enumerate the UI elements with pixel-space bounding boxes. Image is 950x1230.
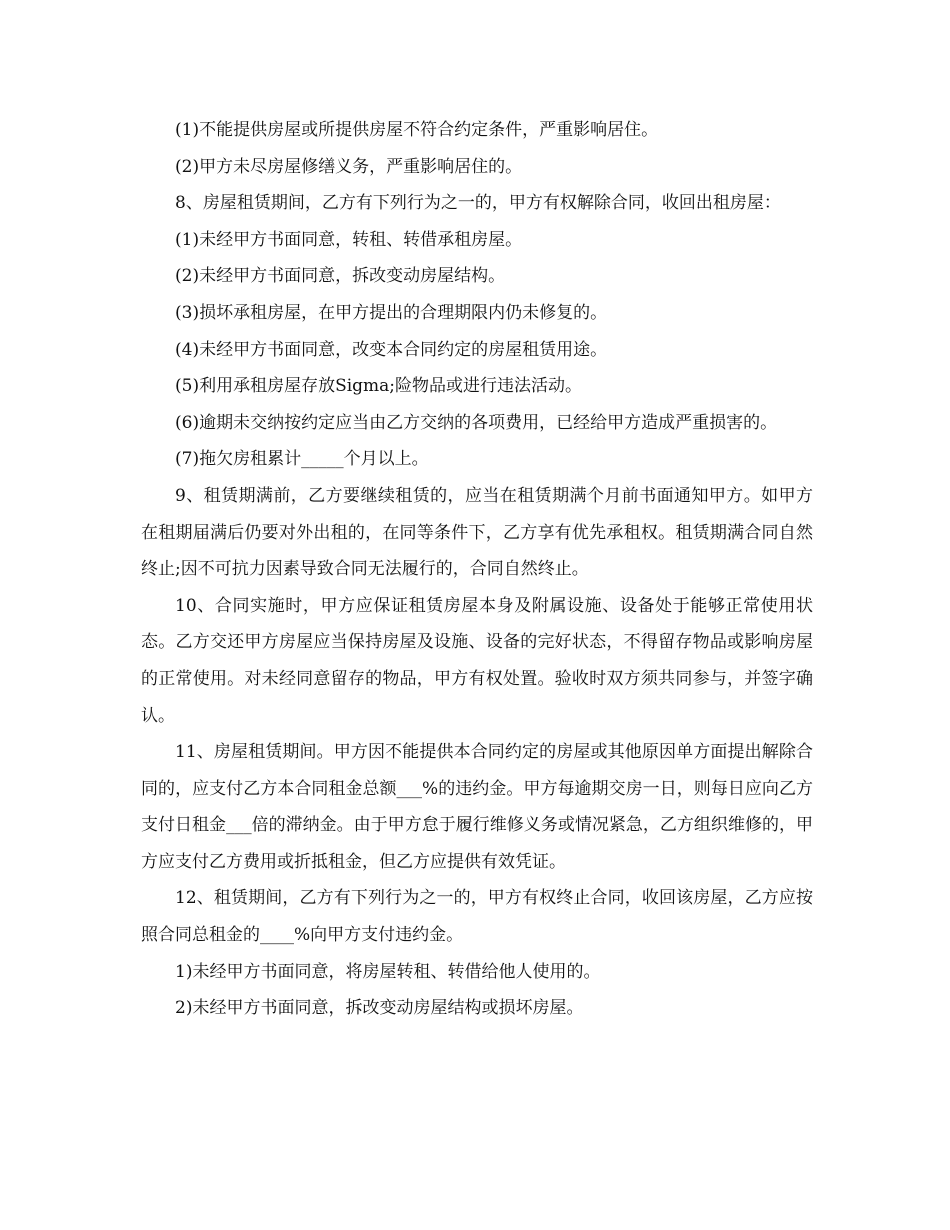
clause-8-heading: 8、房屋租赁期间，乙方有下列行为之一的，甲方有权解除合同，收回出租房屋： — [175, 193, 781, 214]
clause-10: 10、合同实施时，甲方应保证租赁房屋本身及附属设施、设备处于能够正常使用状态。乙方交还甲方房屋应当保持房屋及设施、设备的完好状态，不得留存物品或影响房屋的正常使用。对未经同意留存的物品，甲方有权处置。验收时双方须共同参与，并签字确认。 — [141, 595, 813, 726]
clause-12-item: 2)未经甲方书面同意，拆改变动房屋结构或损坏房屋。 — [175, 998, 584, 1019]
clause-12-heading: 12、租赁期间，乙方有下列行为之一的，甲方有权终止合同，收回该房屋，乙方应按照合同总租金的____%向甲方支付违约金。 — [141, 888, 813, 946]
clause-8-item: (7)拖欠房租累计_____个月以上。 — [175, 449, 429, 470]
clause-8-item: (4)未经甲方书面同意，改变本合同约定的房屋租赁用途。 — [175, 339, 608, 360]
clause-breach-item: (2)甲方未尽房屋修缮义务，严重影响居住的。 — [175, 156, 523, 177]
clause-11: 11、房屋租赁期间。甲方因不能提供本合同约定的房屋或其他原因单方面提出解除合同的，应支付乙方本合同租金总额___%的违约金。甲方每逾期交房一日，则每日应向乙方支付日租金___倍的滞纳金。由于甲方怠于履行维修义务或情况紧急，乙方组织维修的，甲方应支付乙方费用或折抵租金，但乙方应提供有效凭证。 — [141, 742, 813, 872]
clause-breach-item: (1)不能提供房屋或所提供房屋不符合约定条件，严重影响居住。 — [175, 120, 659, 140]
clause-8-item: (2)未经甲方书面同意，拆改变动房屋结构。 — [175, 266, 506, 287]
clause-8-item: (5)利用承租房屋存放Sigma;险物品或进行违法活动。 — [175, 376, 583, 397]
clause-9: 9、租赁期满前，乙方要继续租赁的，应当在租赁期满个月前书面通知甲方。如甲方在租期届满后仍要对外出租的，在同等条件下，乙方享有优先承租权。租赁期满合同自然终止;因不可抗力因素导致合同无法履行的，合同自然终止。 — [141, 485, 813, 580]
clause-8-item: (1)未经甲方书面同意，转租、转借承租房屋。 — [175, 229, 523, 250]
document-body — [141, 112, 813, 1027]
clause-12-item: 1)未经甲方书面同意，将房屋转租、转借给他人使用的。 — [175, 961, 601, 982]
clause-8-item: (6)逾期未交纳按约定应当由乙方交纳的各项费用，已经给甲方造成严重损害的。 — [175, 412, 778, 433]
clause-8-item: (3)损坏承租房屋，在甲方提出的合理期限内仍未修复的。 — [175, 302, 608, 323]
